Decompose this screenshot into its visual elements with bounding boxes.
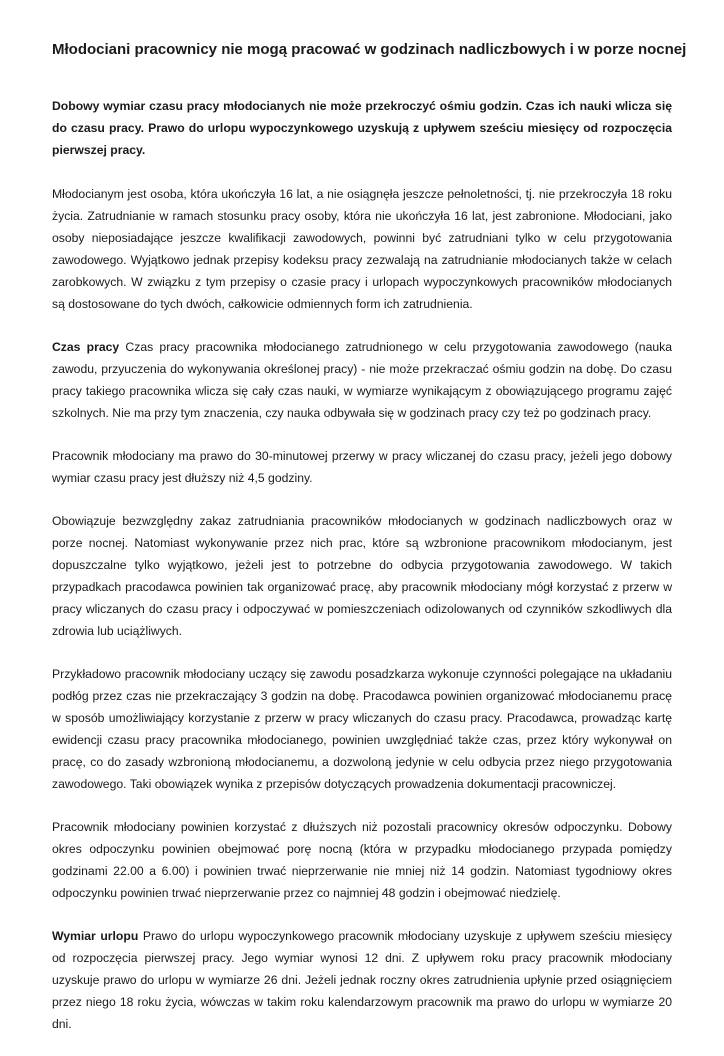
lead-paragraph: Dobowy wymiar czasu pracy młodocianych nie może przekroczyć ośmiu godzin. Czas ich nauki wlicza się do czasu pracy. Prawo do urlopu wypoczynkowego uzyskują z upływem sześciu miesięcy od rozpoczęcia pierwszej pracy. [52,99,672,157]
section-label-czas-pracy: Czas pracy [52,340,120,354]
paragraph-urlop-text: Prawo do urlopu wypoczynkowego pracownik młodociany uzyskuje z upływem sześciu miesięcy od rozpoczęcia pierwszej pracy. Jego wymiar wynosi 12 dni. Z upływem roku pracy pracownik młodociany uzyskuje prawo do urlopu w wymiarze 26 dni. Jeżeli jednak roczny okres zatrudnienia upłynie przed osiągnięciem przez niego 18 roku życia, wówczas w takim roku kalendarzowym pracownik ma prawo do urlopu w wymiarze 20 dni. [52,929,672,1031]
paragraph-odpoczynek: Pracownik młodociany powinien korzystać z dłuższych niż pozostali pracownicy okresów odpoczynku. Dobowy okres odpoczynku powinien obejmować porę nocną (która w przypadku młodocianego przypada pomiędzy godzinami 22.00 a 6.00) i powinien trwać nieprzerwanie nie mniej niż 14 godzin. Natomiast tygodniowy okres odpoczynku powinien trwać nieprzerwanie przez co najmniej 48 godzin i obejmować niedzielę. [52,820,672,900]
paragraph-czas-pracy-text: Czas pracy pracownika młodocianego zatrudnionego w celu przygotowania zawodowego (nauka zawodu, przyuczenia do wykonywania określonej pracy) - nie może przekraczać ośmiu godzin na dobę. Do czasu pracy takiego pracownika wlicza się cały czas nauki, w wymiarze wynikającym z obowiązującego programu zajęć szkolnych. Nie ma przy tym znaczenia, czy nauka odbywała się w godzinach pracy czy też po godzinach pracy. [52,340,672,420]
document-title: Młodociani pracownicy nie mogą pracować w godzinach nadliczbowych i w porze nocnej [52,41,687,58]
paragraph-przerwa: Pracownik młodociany ma prawo do 30-minutowej przerwy w pracy wliczanej do czasu pracy, jeżeli jego dobowy wymiar czasu pracy jest dłuższy niż 4,5 godziny. [52,449,672,485]
paragraph-czas-pracy [52,336,672,424]
document-body [52,95,672,1056]
paragraph-intro: Młodocianym jest osoba, która ukończyła 16 lat, a nie osiągnęła jeszcze pełnoletności, tj. nie przekroczyła 18 roku życia. Zatrudnianie w ramach stosunku pracy osoby, która nie ukończyła 16 lat, jest zabronione. Młodociani, jako osoby nieposiadające jeszcze kwalifikacji zawodowych, powinni być zatrudniani tylko w celu przygotowania zawodowego. Wyjątkowo jednak przepisy kodeksu pracy zezwalają na zatrudnianie młodocianych także w celach zarobkowych. W związku z tym przepisy o czasie pracy i urlopach wypoczynkowych pracowników młodocianych są dostosowane do tych dwóch, całkowicie odmiennych form ich zatrudnienia. [52,187,672,311]
paragraph-zakaz: Obowiązuje bezwzględny zakaz zatrudniania pracowników młodocianych w godzinach nadliczbowych oraz w porze nocnej. Natomiast wykonywanie przez nich prac, które są wzbronione pracownikom młodocianym, jest dopuszczalne tylko wyjątkowo, jeżeli jest to potrzebne do odbycia przygotowania zawodowego. W takich przypadkach pracodawca powinien tak organizować pracę, aby pracownik młodociany mógł korzystać z przerw w pracy wliczanych do czasu pracy i odpoczywać w pomieszczeniach odizolowanych od czynników szkodliwych dla zdrowia lub uciążliwych. [52,514,672,638]
paragraph-urlop [52,925,672,1035]
paragraph-przyklad: Przykładowo pracownik młodociany uczący się zawodu posadzkarza wykonuje czynności polegające na układaniu podłóg przez czas nie przekraczający 3 godzin na dobę. Pracodawca powinien organizować młodocianemu pracę w sposób umożliwiający korzystanie z przerw w pracy wliczanych do czasu pracy. Pracodawca, prowadząc kartę ewidencji czasu pracy pracownika młodocianego, powinien uwzględniać także czas, przez który wykonywał on pracę, co do zasady wzbronioną młodocianemu, a dozwoloną jedynie w celu odbycia przez niego przygotowania zawodowego. Taki obowiązek wynika z przepisów dotyczących prowadzenia dokumentacji pracowniczej. [52,667,672,791]
section-label-wymiar-urlopu: Wymiar urlopu [52,929,139,943]
